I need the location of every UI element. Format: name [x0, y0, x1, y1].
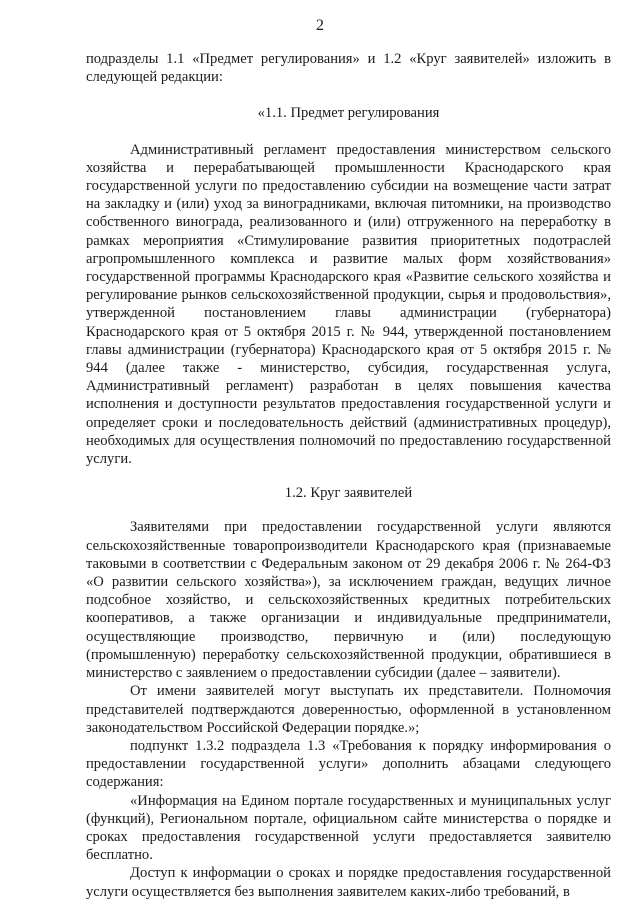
- section-1-2-paragraph-1: Заявителями при предоставлении государственной услуги являются сельскохозяйственные товаропроизводители Краснодарского края (признаваемые таковыми в соответствии с Федеральным законом от 29 декабря 2006 г. № 264-ФЗ «О развитии сельского хозяйства»), за исключением граждан, ведущих личное подсобное хозяйство, и сельскохозяйственных кредитных потребительских кооперативов, а также организации и индивидуальные предприниматели, осуществляющие производство, первичную и (или) последующую (промышленную) переработку сельскохозяйственной продукции, обратившиеся в министерство с заявлением о предоставлении субсидии (далее – заявители).: [86, 519, 611, 682]
- quote-paragraph-2: Доступ к информации о сроках и порядке предоставления государственной услуги осуществляется без выполнения заявителем каких-либо требований, в: [86, 865, 611, 900]
- section-heading-1-1: «1.1. Предмет регулирования: [257, 105, 440, 122]
- section-1-1-paragraph: Административный регламент предоставления министерством сельского хозяйства и перерабатывающей промышленности Краснодарского края государственной услуги по предоставлению субсидии на возмещение части затрат на закладку и (или) уход за виноградниками, включая питомники, на производство собственного винограда, реализованного и (или) отгруженного на переработку в рамках мероприятия «Стимулирование развития приоритетных подотраслей агропромышленного комплекса и развитие малых форм хозяйствования» государственной программы Краснодарского края «Развитие сельского хозяйства и регулирование рынков сельскохозяйственной продукции, сырья и продовольствия», утвержденной постановлением главы администрации (губернатора) Краснодарского края от 5 октября 2015 г. № 944, утвержденной постановлением главы администрации (губернатора) Краснодарского края от 5 октября 2015 г. № 944 (далее также - министерство, субсидия, государственная услуга, Административный регламент) разработан в целях повышения качества исполнения и доступности результатов предоставления государственной услуги и определяет сроки и последовательность действий (административных процедур), необходимых для осуществления полномочий по предоставлению государственной услуги.: [86, 141, 611, 468]
- quote-paragraph-1: «Информация на Едином портале государственных и муниципальных услуг (функций), Региональном портале, официальном сайте министерства о порядке и сроках предоставления государственной услуги предоставляется заявителю бесплатно.: [86, 792, 611, 864]
- intro-paragraph: подразделы 1.1 «Предмет регулирования» и 1.2 «Круг заявителей» изложить в следующей редакции:: [86, 51, 611, 86]
- section-1-2-paragraph-2: От имени заявителей могут выступать их представители. Полномочия представителей подтверждаются доверенностью, оформленной в установленном законодательством Российской Федерации порядке.»;: [86, 683, 611, 736]
- subpoint-paragraph: подпункт 1.3.2 подраздела 1.3 «Требования к порядку информирования о предоставлении государственной услуги» дополнить абзацами следующего содержания:: [86, 737, 611, 791]
- section-heading-1-2: 1.2. Круг заявителей: [284, 485, 413, 502]
- document-body: [86, 50, 611, 901]
- page-number: 2: [316, 17, 324, 34]
